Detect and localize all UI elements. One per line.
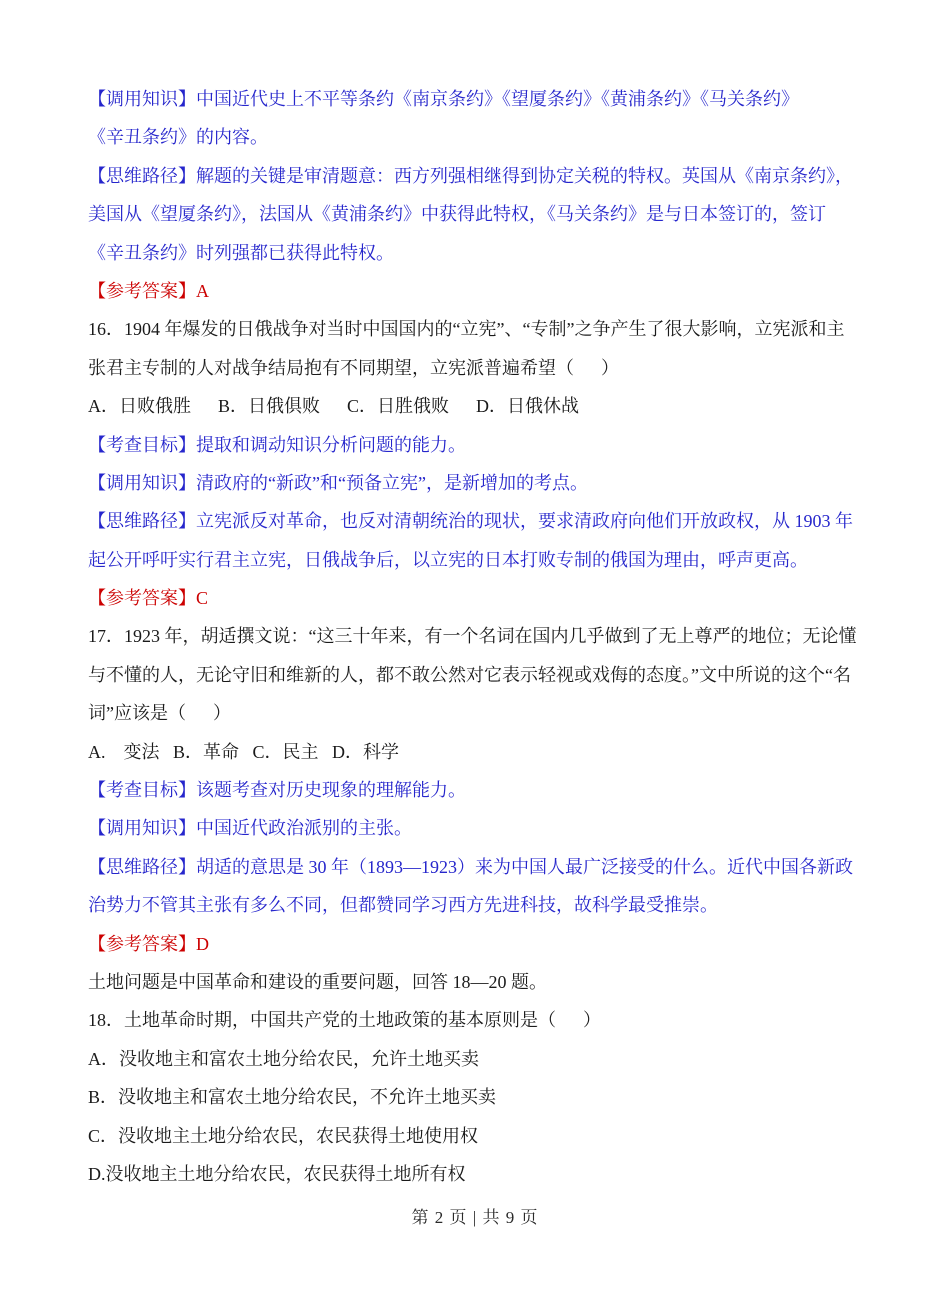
q17-question-line: 17．1923 年，胡适撰文说：“这三十年来，有一个名词在国内几乎做到了无上尊严的地位；无论懂 (88, 626, 857, 647)
q18-question-line: 18．土地革命时期，中国共产党的土地政策的基本原则是（ ） (88, 1010, 601, 1031)
q15-answer-line: 【参考答案】A (88, 280, 209, 301)
document-lines (88, 80, 893, 1193)
q15-knowledge-annotation-line: 【调用知识】中国近代史上不平等条约《南京条约》《望厦条约》《黄浦条约》《马关条约》 (88, 89, 799, 109)
q16-reasoning-annotation-line: 【思维路径】立宪派反对革命，也反对清朝统治的现状，要求清政府向他们开放政权，从 1903 年 (88, 511, 853, 532)
q16-options-line: A．日败俄胜 B．日俄俱败 C．日胜俄败 D．日俄休战 (88, 396, 580, 417)
q18-options-line: C．没收地主土地分给农民，农民获得土地使用权 (88, 1125, 479, 1146)
section-intro-line: 土地问题是中国革命和建设的重要问题，回答 18—20 题。 (88, 971, 547, 992)
q16-reasoning-annotation-line: 起公开呼吁实行君主立宪，日俄战争后，以立宪的日本打败专制的俄国为理由，呼声更高。 (88, 549, 808, 570)
q15-knowledge-annotation-line: 《辛丑条约》的内容。 (88, 127, 268, 148)
q16-knowledge-annotation-line: 【调用知识】清政府的“新政”和“预备立宪”，是新增加的考点。 (88, 472, 588, 493)
q18-options-line: D.没收地主土地分给农民，农民获得土地所有权 (88, 1163, 466, 1184)
q17-answer-line: 【参考答案】D (88, 933, 209, 954)
q17-reasoning-annotation-line: 【思维路径】胡适的意思是 30 年（1893—1923）来为中国人最广泛接受的什么。近代中国各新政 (88, 856, 853, 877)
q16-target-annotation-line: 【考查目标】提取和调动知识分析问题的能力。 (88, 434, 466, 455)
q17-question-line: 与不懂的人，无论守旧和维新的人，都不敢公然对它表示轻视或戏侮的态度。”文中所说的这个“名 (88, 664, 851, 685)
q16-question-line: 16．1904 年爆发的日俄战争对当时中国国内的“立宪”、“专制”之争产生了很大影响，立宪派和主 (88, 319, 845, 340)
page-number-label: 第 2 页 | 共 9 页 (411, 1208, 539, 1227)
page-footer (0, 1203, 950, 1228)
q17-knowledge-annotation-line: 【调用知识】中国近代政治派别的主张。 (88, 818, 412, 839)
q18-options-line: B．没收地主和富农土地分给农民，不允许土地买卖 (88, 1087, 497, 1108)
q17-reasoning-annotation-line: 治势力不管其主张有多么不同，但都赞同学习西方先进科技，故科学最受推崇。 (88, 895, 718, 916)
q16-answer-line: 【参考答案】C (88, 588, 209, 609)
q15-reasoning-annotation-line: 美国从《望厦条约》，法国从《黄浦条约》中获得此特权，《马关条约》是与日本签订的，签订 (88, 204, 826, 225)
q17-target-annotation-line: 【考查目标】该题考查对历史现象的理解能力。 (88, 780, 466, 801)
q16-question-line: 张君主专制的人对战争结局抱有不同期望，立宪派普遍希望（ ） (88, 357, 619, 378)
q18-options-line: A．没收地主和富农土地分给农民，允许土地买卖 (88, 1048, 479, 1069)
q17-question-line: 词”应该是（ ） (88, 703, 231, 724)
q15-reasoning-annotation-line: 《辛丑条约》时列强都已获得此特权。 (88, 242, 394, 263)
q17-options-line: A. 变法 B．革命 C．民主 D．科学 (88, 741, 400, 762)
q15-reasoning-annotation-line: 【思维路径】解题的关键是审清题意：西方列强相继得到协定关税的特权。英国从《南京条约》， (88, 165, 853, 186)
